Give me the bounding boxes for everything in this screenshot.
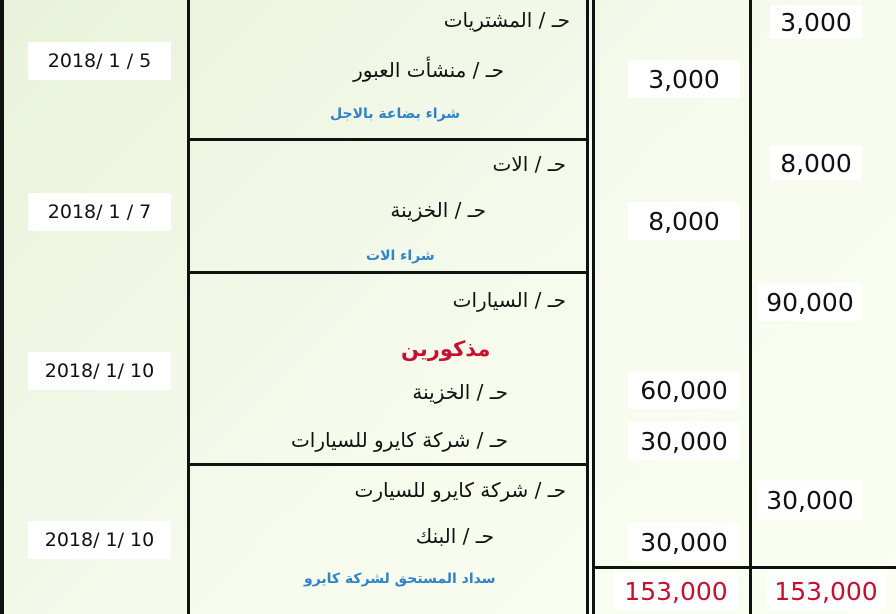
entry-separator [190, 271, 586, 274]
column-divider-right [749, 0, 752, 614]
debit-amount: 3,000 [770, 5, 862, 39]
credit-amount: 30,000 [628, 422, 740, 460]
credit-amount: 8,000 [628, 202, 740, 240]
column-divider-date [187, 0, 190, 614]
credit-account: حـ / منشأت العبور [353, 58, 504, 82]
credit-amount: 60,000 [628, 371, 740, 409]
debit-amount: 8,000 [770, 146, 862, 180]
entry-date: 2018/ 1 / 5 [28, 42, 171, 80]
entry-note: شراء الات [366, 248, 435, 264]
entry-separator [190, 463, 586, 466]
credit-amount: 3,000 [628, 60, 740, 98]
debit-account: حـ / المشتريات [443, 8, 570, 32]
column-divider-debit [592, 0, 595, 614]
credit-account: حـ / البنك [415, 524, 494, 548]
entry-note: سداد المستحق لشركة كايرو [304, 571, 496, 587]
debit-account: حـ / شركة كايرو للسيارت [354, 478, 566, 502]
debit-amount: 90,000 [758, 283, 862, 321]
column-divider-left [0, 0, 4, 614]
entry-separator [190, 138, 586, 141]
debit-total: 153,000 [766, 572, 886, 610]
entry-date: 2018/ 1/ 10 [28, 352, 171, 390]
debit-account: حـ / الات [492, 152, 566, 176]
credit-account: حـ / الخزينة [412, 380, 508, 404]
debit-account: حـ / السيارات [452, 288, 566, 312]
entry-date: 2018/ 1 / 7 [28, 193, 171, 231]
totals-separator [592, 566, 896, 569]
entry-note: شراء بضاعة بالاجل [330, 106, 461, 122]
entry-date: 2018/ 1/ 10 [28, 521, 171, 559]
debit-amount: 30,000 [758, 481, 862, 519]
column-divider-credit [586, 0, 589, 614]
credit-amount: 30,000 [628, 523, 740, 561]
credit-account: حـ / الخزينة [390, 198, 486, 222]
credit-total: 153,000 [614, 572, 738, 610]
mentioned-label: مذكورين [401, 337, 491, 361]
credit-account: حـ / شركة كايرو للسيارات [290, 428, 508, 452]
